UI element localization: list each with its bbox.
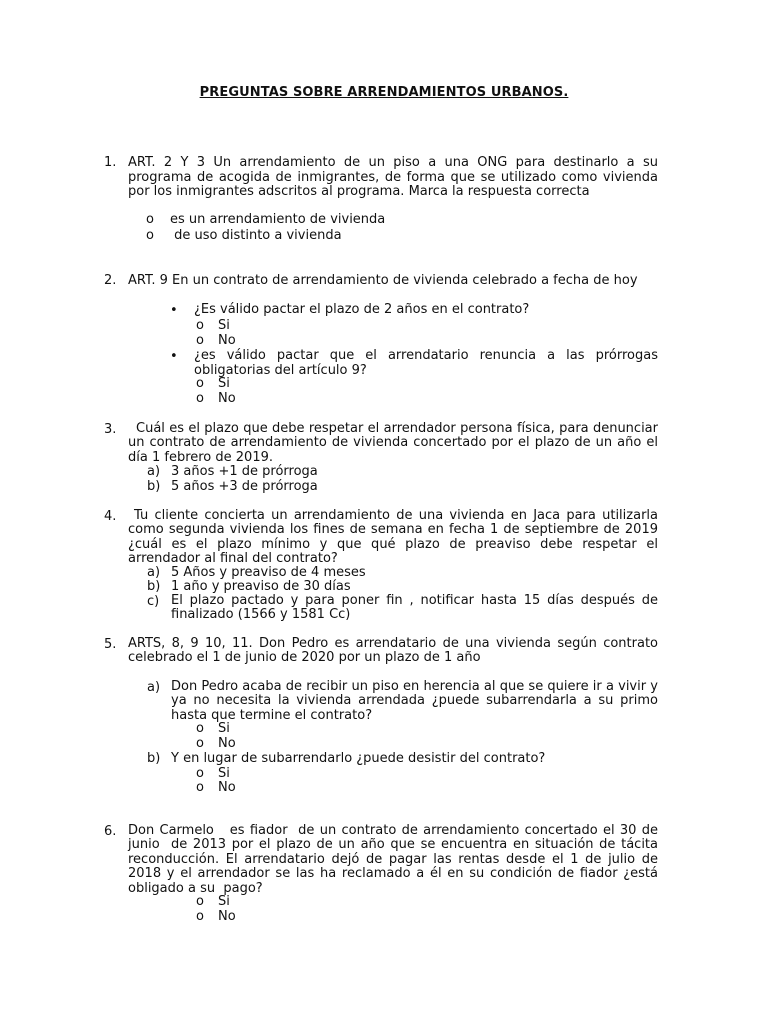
- option-label: a): [147, 565, 161, 580]
- question-number: 6.: [104, 824, 117, 839]
- bullet-icon: •: [170, 349, 178, 364]
- option-text: Si: [218, 376, 230, 391]
- option-marker: o: [196, 391, 204, 406]
- question-1: [104, 156, 658, 200]
- option-text: 1 año y preaviso de 30 días: [171, 579, 351, 594]
- option-text: No: [218, 391, 236, 406]
- question-number: 4.: [104, 509, 117, 524]
- option-label: c): [147, 594, 160, 609]
- option-text: 3 años +1 de prórroga: [171, 464, 318, 479]
- option-text: El plazo pactado y para poner fin , notificar hasta 15 días después de finalizado (1566 y 1581 Cc): [171, 593, 658, 623]
- option-text: 5 años +3 de prórroga: [171, 479, 318, 494]
- bullet-icon: •: [170, 303, 178, 318]
- option-row: [146, 228, 342, 244]
- option-text: es un arrendamiento de vivienda: [170, 212, 386, 227]
- option-marker: o: [196, 780, 204, 795]
- option-marker: o: [196, 894, 204, 909]
- option-marker: o: [196, 909, 204, 924]
- option-row: [146, 212, 386, 228]
- option-marker: o: [146, 228, 154, 243]
- option-marker: o: [196, 721, 204, 736]
- question-number: 2.: [104, 273, 117, 288]
- page-title: PREGUNTAS SOBRE ARRENDAMIENTOS URBANOS.: [199, 85, 569, 100]
- option-text: 5 Años y preaviso de 4 meses: [171, 565, 366, 580]
- option-text: Si: [218, 721, 230, 736]
- option-label: b): [147, 751, 161, 766]
- option-text: Si: [218, 318, 230, 333]
- option-text: No: [218, 780, 236, 795]
- question-text: ART. 2 Y 3 Un arrendamiento de un piso a una ONG para destinarlo a su programa de acogida de inmigrantes, de forma que se utilizado como vivienda por los inmigrantes adscritos al programa. Marca la respuesta correcta: [128, 155, 658, 200]
- option-marker: o: [196, 736, 204, 751]
- question-number: 5.: [104, 637, 117, 652]
- question-text: Cuál es el plazo que debe respetar el arrendador persona física, para denunciar un contrato de arrendamiento de vivienda concertado por el plazo de un año el día 1 febrero de 2019.: [128, 421, 658, 465]
- question-2: [104, 274, 658, 289]
- option-label: a): [147, 680, 161, 695]
- option-text: Si: [218, 766, 230, 781]
- option-marker: o: [196, 333, 204, 348]
- option-marker: o: [146, 212, 154, 227]
- question-number: 3.: [104, 422, 117, 437]
- option-marker: o: [196, 376, 204, 391]
- question-text: Don Carmelo es fiador de un contrato de arrendamiento concertado el 30 de junio de 2013 por el plazo de un año que se encuentra en situación de tácita reconducción. El arrendatario dejó de pagar las rentas desde el 1 de julio de 2018 y el arrendador se las ha reclamado a él en su condición de fiador ¿está obligado a su pago?: [128, 823, 663, 896]
- option-label: a): [147, 464, 161, 479]
- sub-question-text: ¿es válido pactar que el arrendatario renuncia a las prórrogas obligatorias del artículo 9?: [194, 348, 658, 378]
- option-marker: o: [196, 766, 204, 781]
- option-text: No: [218, 736, 236, 751]
- option-text: No: [218, 333, 236, 348]
- sub-question-text: Y en lugar de subarrendarlo ¿puede desistir del contrato?: [171, 751, 546, 766]
- question-text: Tu cliente concierta un arrendamiento de una vivienda en Jaca para utilizarla como segunda vivienda los fines de semana en fecha 1 de septiembre de 2019 ¿cuál es el plazo mínimo y que qué plazo de preaviso debe respetar el arrendador al final del contrato?: [128, 508, 658, 567]
- question-number: 1.: [104, 155, 117, 170]
- question-text: ART. 9 En un contrato de arrendamiento de vivienda celebrado a fecha de hoy: [128, 273, 638, 288]
- question-text: ARTS, 8, 9 10, 11. Don Pedro es arrendatario de una vivienda según contrato celebrado el 1 de junio de 2020 por un plazo de 1 año: [128, 636, 658, 666]
- option-label: b): [147, 479, 161, 494]
- option-text: No: [218, 909, 236, 924]
- option-label: b): [147, 579, 161, 594]
- sub-question-text: ¿Es válido pactar el plazo de 2 años en el contrato?: [194, 302, 530, 317]
- option-text: de uso distinto a vivienda: [170, 228, 342, 243]
- option-text: Si: [218, 894, 230, 909]
- sub-question-text: Don Pedro acaba de recibir un piso en herencia al que se quiere ir a vivir y ya no necesita la vivienda arrendada ¿puede subarrendarla a su primo hasta que termine el contrato?: [171, 679, 658, 723]
- option-marker: o: [196, 318, 204, 333]
